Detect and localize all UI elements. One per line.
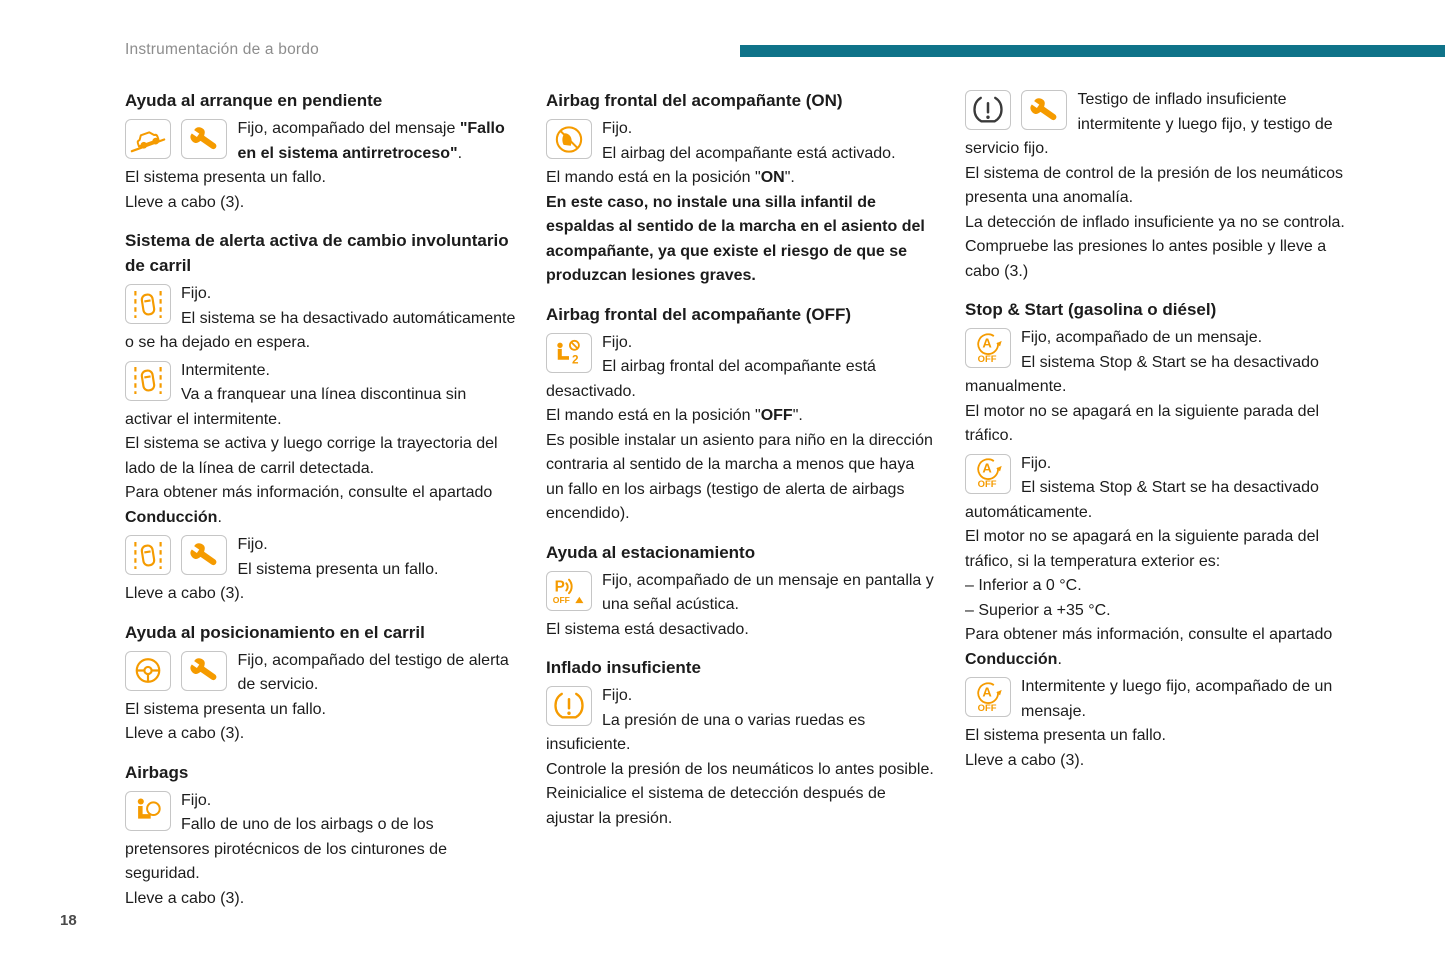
section-airbags [125, 760, 517, 912]
section-heading: Inflado insuficiente [546, 658, 701, 677]
body-text: El sistema presenta un fallo. [965, 727, 1166, 744]
body-text: Es posible instalar un asiento para niño en la dirección contraria al sentido de la marcha a menos que haya un fallo en los airbags (testigo de alerta de airbags encendido). [546, 431, 933, 522]
text-run: ". [792, 407, 803, 424]
icon-group [125, 535, 227, 575]
body-text-bold: En este caso, no instale una silla infantil de espaldas al sentido de la marcha en el asiento del acompañante, ya que existe el riesgo de que se produzcan lesiones graves. [546, 193, 925, 284]
column-3 [965, 88, 1361, 775]
stop-start-off-icon [965, 328, 1011, 368]
body-text: El sistema de control de la presión de los neumáticos presenta una anomalía. [965, 164, 1343, 206]
service-wrench-icon [1021, 90, 1067, 130]
body-text: El sistema presenta un fallo. [237, 560, 439, 578]
service-wrench-icon [181, 535, 227, 575]
body-text: Lleve a cabo (3). [125, 193, 245, 211]
section-stop-start [965, 297, 1361, 773]
indicator-entry [546, 684, 936, 831]
indicator-entry [125, 282, 517, 356]
body-text: El sistema presenta un fallo. [125, 700, 326, 718]
service-wrench-icon [181, 119, 227, 159]
indicator-entry [125, 649, 517, 747]
section-passenger-airbag-off [546, 302, 936, 527]
icon-group [546, 571, 592, 611]
icon-group [965, 328, 1011, 368]
body-text [965, 623, 1361, 672]
body-text: Lleve a cabo (3). [125, 585, 245, 602]
body-text: El airbag frontal del acompañante está desactivado. [546, 358, 876, 400]
icon-group [125, 651, 227, 691]
lane-departure-icon [125, 535, 171, 575]
icon-group [965, 454, 1011, 494]
indicator-entry [965, 326, 1361, 449]
header-accent-bar [740, 45, 1445, 57]
indicator-entry [125, 117, 517, 215]
park-assist-off-icon [546, 571, 592, 611]
text-run: . [1057, 650, 1062, 668]
body-text: Intermitente y luego fijo, acompañado de un mensaje. [1021, 678, 1333, 720]
body-text [125, 481, 517, 530]
body-text [546, 166, 936, 191]
icon-group [546, 333, 592, 373]
page-header-title: Instrumentación de a bordo [125, 41, 319, 58]
section-heading: Airbag frontal del acompañante (OFF) [546, 304, 852, 324]
text-run: . [457, 144, 463, 162]
body-text: El sistema se ha desactivado automáticamente o se ha dejado en espera. [125, 309, 516, 351]
section-underinflation [546, 655, 936, 831]
body-text: Controle la presión de los neumáticos lo antes posible. [546, 760, 934, 778]
tire-pressure-icon [965, 90, 1011, 130]
icon-group [125, 284, 171, 324]
body-text: Fijo. [181, 791, 212, 809]
section-heading: Sistema de alerta activa de cambio involuntario de carril [125, 231, 509, 275]
text-run: . [217, 508, 222, 526]
body-text: Fallo de uno de los airbags o de los pretensores pirotécnicos de los cinturones de seguridad. [125, 816, 447, 882]
body-text: El sistema presenta un fallo. [125, 169, 326, 186]
icon-group [965, 677, 1011, 717]
icon-group [125, 361, 171, 401]
body-text: El sistema Stop & Start se ha desactivado automáticamente. [965, 479, 1319, 521]
section-heading: Ayuda al arranque en pendiente [125, 91, 383, 110]
body-text: Lleve a cabo (3). [125, 889, 245, 907]
indicator-entry [965, 452, 1361, 673]
page-number: 18 [60, 912, 77, 929]
section-lane-departure-alert [125, 228, 517, 607]
column-2 [546, 88, 936, 833]
body-text: Fijo. [602, 120, 633, 137]
text-run: Para obtener más información, consulte el apartado [125, 484, 493, 501]
stop-start-off-icon [965, 454, 1011, 494]
text-run: ". [784, 169, 795, 186]
icon-group [546, 119, 592, 159]
indicator-entry [125, 789, 517, 912]
text-run-bold: "Fallo en el sistema antirretroceso" [237, 120, 505, 162]
lane-departure-icon [125, 361, 171, 401]
column-1 [125, 88, 517, 913]
indicator-entry [546, 117, 936, 289]
text-run: El mando está en la posición " [546, 407, 761, 424]
body-text: Fijo, acompañado de un mensaje en pantalla y una señal acústica. [602, 571, 934, 613]
indicator-entry [546, 331, 936, 527]
text-run-bold: Conducción [125, 508, 218, 526]
airbag-icon [125, 791, 171, 831]
service-wrench-icon [181, 651, 227, 691]
text-run: Para obtener más información, consulte el apartado [965, 626, 1333, 643]
stop-start-off-icon [965, 677, 1011, 717]
body-text: Fijo. [237, 536, 268, 553]
section-heading: Ayuda al posicionamiento en el carril [125, 622, 425, 642]
icon-group [546, 686, 592, 726]
indicator-entry [125, 533, 517, 607]
indicator-entry [965, 675, 1361, 773]
icon-group [125, 791, 171, 831]
section-hill-start-assist [125, 88, 517, 215]
body-text: Fijo, acompañado de un mensaje. [1021, 329, 1263, 346]
icon-group [125, 119, 227, 159]
body-text: Compruebe las presiones lo antes posible y lleve a cabo (3.) [965, 238, 1327, 280]
text-run-bold: ON [760, 169, 785, 186]
hill-start-assist-icon [125, 119, 171, 159]
body-text: Reinicialice el sistema de detección después de ajustar la presión. [546, 785, 886, 827]
section-lane-positioning [125, 620, 517, 747]
indicator-entry [546, 569, 936, 643]
section-parking-assist [546, 540, 936, 643]
body-text: Fijo. [602, 333, 633, 351]
body-text: Testigo de inflado insuficiente intermitente y luego fijo, y testigo de servicio fijo. [965, 91, 1333, 157]
content-columns [125, 88, 1361, 913]
body-text: El airbag del acompañante está activado. [602, 144, 896, 162]
body-text: Fijo. [181, 285, 212, 302]
section-heading: Ayuda al estacionamiento [546, 542, 756, 562]
passenger-airbag-on-icon [546, 119, 592, 159]
indicator-entry [965, 88, 1361, 284]
body-text: El motor no se apagará en la siguiente parada del tráfico. [965, 402, 1320, 444]
section-heading: Airbag frontal del acompañante (ON) [546, 91, 843, 110]
body-text: Lleve a cabo (3). [965, 751, 1085, 769]
body-text: El sistema se activa y luego corrige la trayectoria del lado de la línea de carril detectada. [125, 435, 498, 477]
section-passenger-airbag-on [546, 88, 936, 289]
body-text [546, 404, 936, 429]
text-run-bold: OFF [760, 407, 793, 424]
list-item: – Superior a +35 °C. [965, 601, 1111, 619]
body-text: El sistema Stop & Start se ha desactivado manualmente. [965, 353, 1319, 395]
body-text: Intermitente. [181, 361, 270, 379]
body-text: Lleve a cabo (3). [125, 725, 245, 742]
body-text: La presión de una o varias ruedas es insuficiente. [546, 711, 866, 753]
body-text: La detección de inflado insuficiente ya no se controla. [965, 213, 1345, 231]
icon-group [965, 90, 1067, 130]
text-run: Fijo, acompañado del mensaje [237, 120, 460, 137]
text-run-bold: Conducción [965, 650, 1058, 668]
body-text: Fijo. [602, 687, 633, 704]
passenger-airbag-off-icon [546, 333, 592, 373]
section-heading: Airbags [125, 762, 189, 782]
body-text: Va a franquear una línea discontinua sin activar el intermitente. [125, 386, 467, 428]
body-text: Fijo. [1021, 454, 1052, 472]
section-heading: Stop & Start (gasolina o diésel) [965, 300, 1217, 319]
body-text: Fijo, acompañado del testigo de alerta de servicio. [237, 651, 509, 693]
text-run: El mando está en la posición " [546, 169, 761, 186]
tire-pressure-icon [546, 686, 592, 726]
indicator-entry [125, 359, 517, 531]
list-item: – Inferior a 0 °C. [965, 577, 1082, 594]
steering-wheel-icon [125, 651, 171, 691]
body-text: El motor no se apagará en la siguiente parada del tráfico, si la temperatura exterior es: [965, 528, 1320, 570]
body-text: El sistema está desactivado. [546, 620, 749, 638]
lane-departure-icon [125, 284, 171, 324]
